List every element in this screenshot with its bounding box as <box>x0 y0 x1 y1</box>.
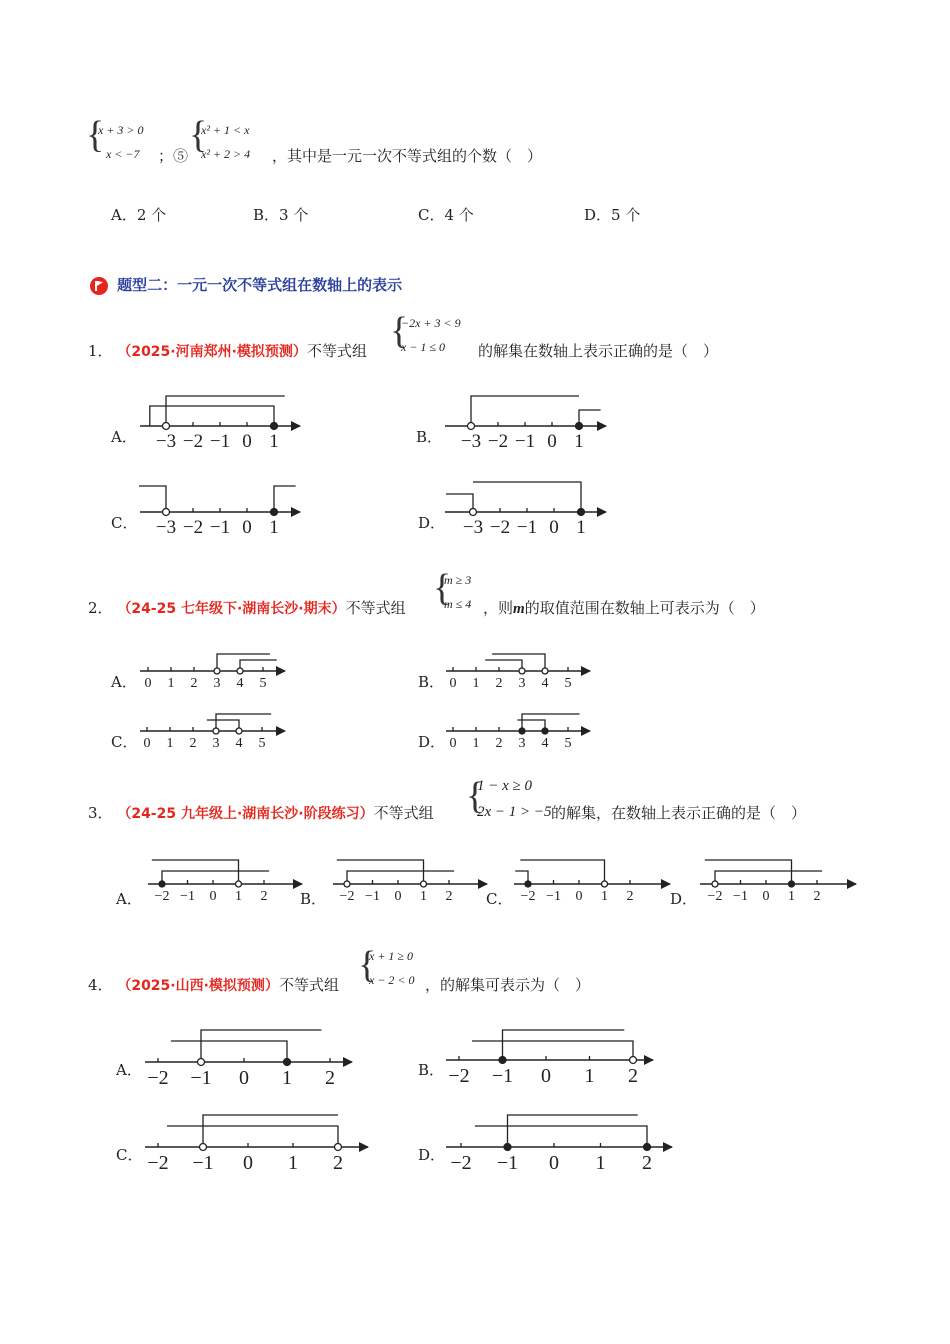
question-text: 不等式组 <box>306 342 367 360</box>
open-endpoint <box>542 668 548 674</box>
brace: { <box>86 114 105 156</box>
open-endpoint <box>163 423 170 430</box>
open-endpoint <box>200 1144 207 1151</box>
q1-label-a[interactable]: A． <box>111 428 137 446</box>
q2-label-d[interactable]: D． <box>418 733 446 751</box>
axis-arrow <box>663 1142 673 1152</box>
tick-label: 5 <box>564 736 572 751</box>
question-source: （24-25 七年级下·湖南长沙·期末） <box>117 601 346 617</box>
open-endpoint <box>468 423 475 430</box>
option-c[interactable]: C．4 个 <box>418 206 474 224</box>
q2-line <box>88 597 406 618</box>
tick-label: −2 <box>707 889 723 904</box>
brace: { <box>189 114 208 156</box>
open-endpoint <box>712 881 718 887</box>
axis-arrow <box>291 507 301 517</box>
solution-bracket <box>171 1041 287 1062</box>
tick-label: −1 <box>190 1067 212 1089</box>
tick-label: 1 <box>420 889 427 904</box>
closed-endpoint <box>499 1057 506 1064</box>
question-number: 2． <box>88 599 113 617</box>
tick-label: 1 <box>595 1152 606 1174</box>
tick-label: −1 <box>209 517 231 538</box>
tick-label: 4 <box>236 676 244 691</box>
closed-endpoint <box>504 1144 511 1151</box>
q4-label-b[interactable]: B． <box>418 1061 445 1079</box>
tick-label: 0 <box>143 736 151 751</box>
tick-label: 4 <box>541 736 549 751</box>
open-endpoint <box>163 509 170 516</box>
tick-label: 0 <box>242 431 252 452</box>
axis-arrow <box>276 726 286 736</box>
q2-label-b[interactable]: B． <box>418 673 445 691</box>
solution-bracket <box>472 1041 633 1060</box>
solution-bracket <box>446 494 473 512</box>
brace: { <box>466 775 485 817</box>
solution-bracket <box>201 1030 321 1062</box>
tick-label: 1 <box>288 1152 298 1174</box>
tick-label: 2 <box>495 736 503 751</box>
tick-label: 1 <box>601 889 608 904</box>
inequality: x < −7 <box>106 147 140 161</box>
open-endpoint <box>198 1059 205 1066</box>
q3-system <box>477 773 552 825</box>
q4-system <box>369 944 415 992</box>
tick-label: 2 <box>333 1152 343 1174</box>
question-text: ，则 <box>483 599 514 617</box>
tick-label: 0 <box>239 1067 249 1089</box>
q3-label-d[interactable]: D． <box>670 890 698 908</box>
axis-arrow <box>581 726 591 736</box>
q2-system <box>444 568 471 616</box>
brace: { <box>433 567 452 609</box>
tick-label: 2 <box>813 889 821 904</box>
solution-bracket <box>217 654 270 671</box>
tick-label: −1 <box>491 1065 514 1087</box>
question-number: 1． <box>88 342 113 360</box>
solution-bracket <box>471 396 579 426</box>
question-text: 不等式组 <box>345 599 406 617</box>
solution-bracket <box>503 1030 625 1060</box>
question-source: （2025·河南郑州·模拟预测） <box>117 344 307 360</box>
tick-label: 5 <box>258 736 266 751</box>
tick-label: 2 <box>189 736 197 751</box>
question-text: ，其中是一元一次不等式组的个数（ ） <box>272 147 543 165</box>
separator: ；⑤ <box>158 147 189 165</box>
brace: { <box>358 944 377 986</box>
tick-label: −1 <box>496 1152 519 1174</box>
tick-label: 4 <box>541 676 549 691</box>
solution-bracket <box>485 660 522 671</box>
inequality: x² + 1 < x <box>201 123 250 137</box>
tick-label: −2 <box>448 1065 470 1087</box>
axis-arrow <box>597 507 607 517</box>
tick-label: 1 <box>788 889 795 904</box>
q1-label-b[interactable]: B． <box>416 428 443 446</box>
tick-label: 0 <box>541 1065 551 1087</box>
tick-label: 1 <box>235 889 242 904</box>
inequality: x + 3 > 0 <box>98 123 144 137</box>
open-endpoint <box>519 668 525 674</box>
closed-endpoint <box>271 423 278 430</box>
brace: { <box>390 310 409 352</box>
open-endpoint <box>213 728 219 734</box>
solution-bracket <box>715 871 822 884</box>
question-text: 不等式组 <box>278 976 339 994</box>
solution-bracket <box>240 660 277 671</box>
tick-label: 0 <box>449 736 457 751</box>
q2-post <box>483 597 765 618</box>
tick-label: 3 <box>212 736 220 751</box>
question-text: 的取值范围在数轴上可表示为（ ） <box>524 599 765 617</box>
tick-label: 2 <box>260 889 268 904</box>
solution-bracket <box>347 871 454 884</box>
tick-label: 0 <box>144 676 152 691</box>
inequality: x − 1 ≤ 0 <box>401 340 446 354</box>
inequality: x² + 2 > 4 <box>201 147 251 161</box>
q1-post: 的解集在数轴上表示正确的是（ ） <box>478 342 719 360</box>
tick-label: −3 <box>460 431 482 452</box>
solution-bracket <box>337 860 424 884</box>
tick-label: −2 <box>520 889 536 904</box>
q3-label-b[interactable]: B． <box>300 890 327 908</box>
closed-endpoint <box>644 1144 651 1151</box>
solution-bracket <box>522 714 580 731</box>
q2-label-c[interactable]: C． <box>111 733 138 751</box>
closed-endpoint <box>159 881 165 887</box>
axis-arrow <box>291 421 301 431</box>
inequality: 1 − x ≥ 0 <box>477 778 533 794</box>
q4-label-c[interactable]: C． <box>116 1146 143 1164</box>
solution-bracket <box>508 1115 638 1147</box>
tick-label: 0 <box>575 889 583 904</box>
q3-label-c[interactable]: C． <box>486 890 513 908</box>
solution-bracket <box>473 482 581 512</box>
open-endpoint <box>236 881 242 887</box>
q3-post: 的解集，在数轴上表示正确的是（ ） <box>551 804 807 822</box>
solution-bracket <box>520 860 604 884</box>
inequality: m ≥ 3 <box>444 573 472 587</box>
q4-label-a[interactable]: A． <box>116 1061 142 1079</box>
tick-label: −2 <box>147 1067 169 1089</box>
question-number: 4． <box>88 976 113 994</box>
open-endpoint <box>421 881 427 887</box>
section-title: 题型二：一元一次不等式组在数轴上的表示 <box>117 276 403 294</box>
axis-arrow <box>847 879 857 889</box>
tick-label: −2 <box>182 431 204 452</box>
solution-bracket <box>207 720 239 731</box>
solution-bracket <box>166 396 285 426</box>
inequality: m ≤ 4 <box>444 597 472 611</box>
tick-label: −1 <box>546 889 561 904</box>
closed-endpoint <box>525 881 531 887</box>
q4-line <box>88 974 339 995</box>
solution-bracket <box>167 1126 338 1147</box>
tick-label: 0 <box>394 889 402 904</box>
tick-label: 1 <box>574 431 584 452</box>
open-endpoint <box>237 668 243 674</box>
question-number: 3． <box>88 804 113 822</box>
q4-post: ，的解集可表示为（ ） <box>425 976 591 994</box>
tick-label: −2 <box>147 1152 169 1174</box>
tick-label: 1 <box>584 1065 595 1087</box>
q4-label-d[interactable]: D． <box>418 1146 446 1164</box>
question-source: （24-25 九年级上·湖南长沙·阶段练习） <box>117 806 374 822</box>
q1-label-c[interactable]: C． <box>111 514 138 532</box>
closed-endpoint <box>576 423 583 430</box>
tick-label: −3 <box>462 517 484 538</box>
tick-label: −1 <box>516 517 538 538</box>
q2-label-a[interactable]: A． <box>111 673 137 691</box>
option-a[interactable]: A．2 个 <box>111 206 167 224</box>
tick-label: −2 <box>489 517 511 538</box>
solution-bracket <box>139 486 166 512</box>
closed-endpoint <box>789 881 795 887</box>
tick-label: −2 <box>487 431 509 452</box>
closed-endpoint <box>578 509 585 516</box>
solution-bracket <box>162 871 269 884</box>
tick-label: 1 <box>167 676 175 691</box>
tick-label: 3 <box>518 736 526 751</box>
tick-label: −1 <box>514 431 536 452</box>
solution-bracket <box>475 1126 647 1147</box>
tick-label: 2 <box>642 1152 652 1174</box>
tick-label: 1 <box>576 517 586 538</box>
tick-label: −2 <box>450 1152 472 1174</box>
tick-label: −1 <box>192 1152 214 1174</box>
question-text: 不等式组 <box>373 804 434 822</box>
solution-bracket <box>492 654 545 671</box>
variable: m <box>513 601 525 617</box>
tick-label: 1 <box>166 736 174 751</box>
axis-arrow <box>644 1055 654 1065</box>
tick-label: 0 <box>449 676 457 691</box>
solution-bracket <box>705 860 792 884</box>
tick-label: −2 <box>154 889 170 904</box>
closed-endpoint <box>284 1059 291 1066</box>
tick-label: 0 <box>242 517 252 538</box>
tick-label: 2 <box>628 1065 638 1087</box>
q1-label-d[interactable]: D． <box>418 514 446 532</box>
tick-label: −1 <box>180 889 195 904</box>
tick-label: 1 <box>269 517 279 538</box>
closed-endpoint <box>542 728 548 734</box>
tick-label: 2 <box>626 889 634 904</box>
tick-label: 1 <box>472 676 480 691</box>
axis-arrow <box>597 421 607 431</box>
tick-label: 0 <box>762 889 770 904</box>
tick-label: 1 <box>269 431 279 452</box>
tick-label: −3 <box>155 517 177 538</box>
open-endpoint <box>214 668 220 674</box>
tick-label: 2 <box>190 676 198 691</box>
open-endpoint <box>344 881 350 887</box>
solution-bracket <box>216 714 271 731</box>
tick-label: 1 <box>472 736 480 751</box>
tick-label: 0 <box>209 889 217 904</box>
tick-label: 0 <box>549 517 559 538</box>
axis-arrow <box>359 1142 369 1152</box>
tick-label: −2 <box>339 889 355 904</box>
tick-label: −1 <box>209 431 231 452</box>
open-endpoint <box>602 881 608 887</box>
option-b[interactable]: B．3 个 <box>253 206 309 224</box>
q3-line <box>88 802 434 823</box>
solution-bracket <box>203 1115 338 1147</box>
tick-label: 5 <box>259 676 267 691</box>
open-endpoint <box>335 1144 342 1151</box>
tick-label: −2 <box>182 517 204 538</box>
tick-label: −3 <box>155 431 177 452</box>
tick-label: −1 <box>733 889 748 904</box>
tick-label: 2 <box>325 1067 335 1089</box>
open-endpoint <box>470 509 477 516</box>
tick-label: 3 <box>518 676 526 691</box>
tick-label: 0 <box>549 1152 559 1174</box>
tick-label: 2 <box>495 676 503 691</box>
q3-label-a[interactable]: A． <box>116 890 142 908</box>
solution-bracket <box>152 860 239 884</box>
tick-label: 3 <box>213 676 221 691</box>
tick-label: 1 <box>282 1067 292 1089</box>
axis-arrow <box>581 666 591 676</box>
closed-endpoint <box>519 728 525 734</box>
option-d[interactable]: D．5 个 <box>584 206 641 224</box>
question-source: （2025·山西·模拟预测） <box>117 978 279 994</box>
inequality: x − 2 < 0 <box>369 973 415 987</box>
inequality: −2x + 3 < 9 <box>401 316 461 330</box>
open-endpoint <box>630 1057 637 1064</box>
axis-arrow <box>343 1057 353 1067</box>
closed-endpoint <box>271 509 278 516</box>
tick-label: 5 <box>564 676 572 691</box>
inequality: x + 1 ≥ 0 <box>369 949 414 963</box>
tick-label: 4 <box>235 736 243 751</box>
tick-label: 0 <box>547 431 557 452</box>
open-endpoint <box>236 728 242 734</box>
tick-label: 2 <box>445 889 453 904</box>
tick-label: 0 <box>243 1152 253 1174</box>
tick-label: −1 <box>365 889 380 904</box>
inequality: 2x − 1 > −5 <box>477 804 552 820</box>
axis-arrow <box>276 666 286 676</box>
